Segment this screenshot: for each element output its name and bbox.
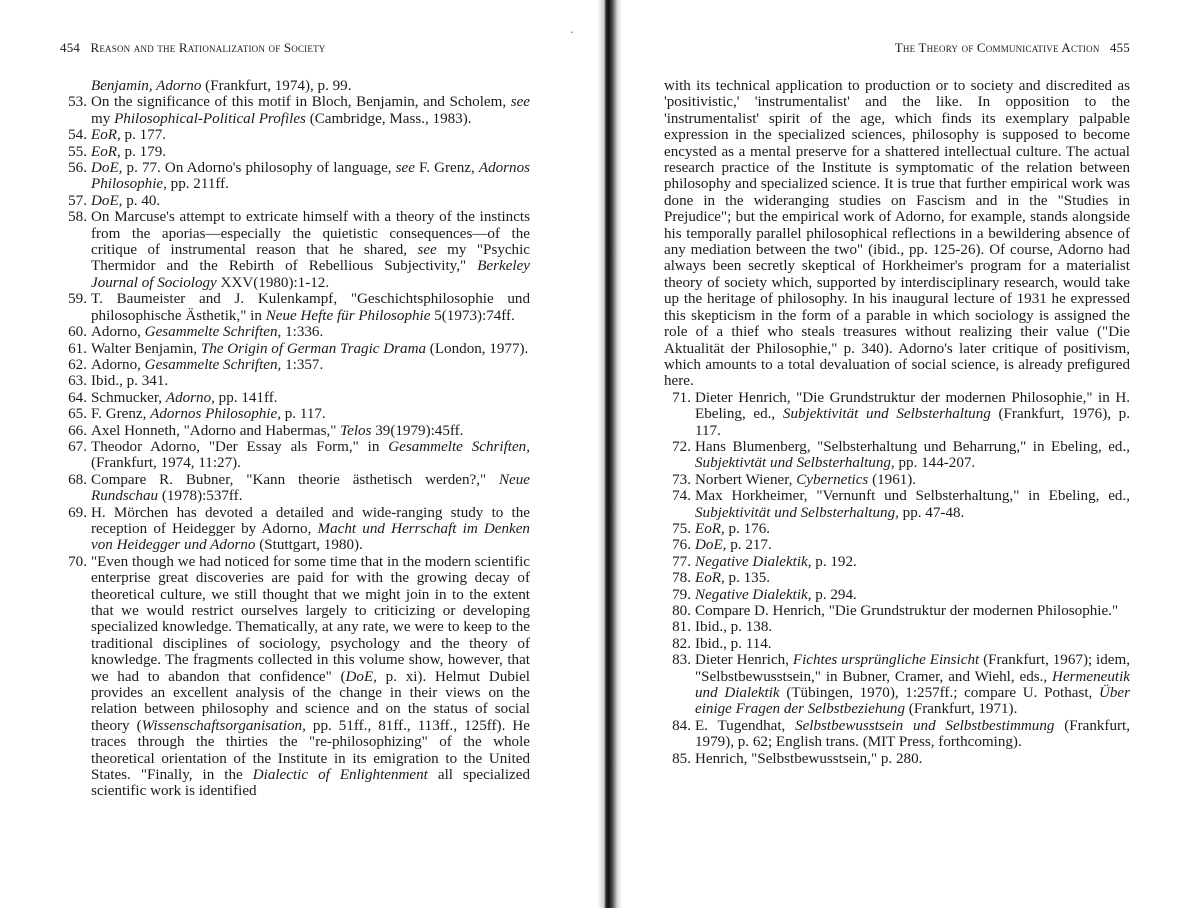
italic-text: Über einige Fragen der Selbstbeziehung [695,685,1131,718]
italic-text: Benjamin, Adorno [91,78,202,94]
italic-text: EoR, [695,570,725,587]
italic-text: Macht und Herrschaft im Denken von Heidegger und Adorno [91,520,530,554]
footnote [664,652,1130,718]
gutter-mark: · [570,26,574,39]
italic-text: Adorno, [165,389,215,406]
footnote-number: 62. [68,356,87,373]
footnote [60,94,530,127]
text-run: with its technical application to production or to society and discredited as 'positivistic,' 'instrumentalist' and the like. In opposition to the 'instrumentalist' spirit of the age, which finds its exemplary palpable expression in the specialized sciences, philosophy is supposed to become encysted as a mental preserve for a shattered intellectual culture. The actual research practice of the Institute is symptomatic of the relation between philosophy and specialized science. It is true that further empirical work was done in the wideranging studies on Fascism and in the "Studies in Prejudice"; but the empirical work of Adorno, for example, stands alongside his temporally parallel philosophical reflections in a bewildering absence of any mediation between the two" (ibid., pp. 125-26). Of course, Adorno had always been secretly skeptical of Horkheimer's program for a materialist theory of society which, supported by interdisciplinary research, would take up the heritage of philosophy. In his inaugural lecture of 1931 he expressed this skepticism in the form of a parable in which sociology is assigned the role of a thief who steals treasures without realizing their value ("Die Aktualität der Philosophie," p. 340). Adorno's later critique of positivism, which amounts to a total devaluation of social science, is already prefigured here. [664,78,1130,390]
footnote [60,472,530,505]
text-run: On Marcuse's attempt to extricate himself with a theory of the instincts from the aporias—especially the quietistic consequences—of the critique of instrumental reason that he shared, [91,209,530,259]
footnote [664,390,1130,439]
text-run: p. 294. [811,586,857,603]
text-run: Theodor Adorno, "Der Essay als Form," in [91,438,389,455]
right-continuation [664,78,1130,390]
right-page-number: 455 [1109,40,1130,55]
left-continuation [60,78,530,94]
footnote [60,390,530,406]
footnote-number: 66. [68,422,87,439]
footnote [60,209,530,291]
italic-text: Telos [340,422,372,439]
italic-text: The Origin of German Tragic Drama [200,340,427,357]
italic-text: Neue Hefte für Philosophie [265,307,431,324]
footnote [60,406,530,422]
text-run: p. 77. On Adorno's philosophy of language, [122,160,396,177]
footnote-number: 85. [672,750,691,767]
footnote [60,505,530,554]
text-run: Dieter Henrich, "Die Grundstruktur der modernen Philosophie," in H. Ebeling, ed., [695,389,1130,423]
text-run: p. 177. [120,127,167,144]
footnote-number: 53. [68,94,87,111]
footnote-number: 73. [672,471,691,488]
footnote [664,718,1130,751]
book-gutter [570,0,622,908]
footnote [664,488,1130,521]
italic-text: Fichtes ursprüngliche Einsicht [792,652,980,669]
italic-text: Negative Dialektik, [695,553,812,570]
italic-text: Hermeneutik und Dialektik [695,668,1130,702]
text-run: all specialized scientific work is identified [91,767,530,800]
left-page-number: 454 [60,40,81,55]
italic-text: Gesammelte Schriften, [144,324,282,341]
italic-text: Neue Rundschau [91,471,530,505]
text-run: Compare R. Bubner, "Kann theorie ästhetisch werden?," [91,471,499,488]
text-run: (Frankfurt, 1971). [905,701,1018,718]
text-run: (Frankfurt, 1974), p. 99. [201,78,352,94]
text-run: 39(1979):45ff. [371,422,464,439]
footnote [60,341,530,357]
text-run: Henrich, "Selbstbewusstsein," p. 280. [695,750,923,767]
footnote-number: 61. [68,340,87,357]
footnote [60,144,530,160]
text-run: On the significance of this motif in Bloch, Benjamin, and Scholem, [91,94,511,111]
italic-text: DoE, [345,668,377,685]
footnote-number: 58. [68,209,87,226]
footnote [664,554,1130,570]
text-run: XXV(1980):1-12. [216,274,330,291]
footnote [60,423,530,439]
text-run: (Tübingen, 1970), 1:257ff.; compare U. Pothast, [779,685,1099,702]
left-notes [60,78,530,800]
footnote-number: 78. [672,570,691,587]
text-run: F. Grenz, [91,406,151,423]
text-run: Max Horkheimer, "Vernunft und Selbsterhaltung," in Ebeling, ed., [695,488,1130,505]
text-run: p. 135. [724,570,771,587]
text-run: pp. 141ff. [214,389,278,406]
footnote [60,193,530,209]
text-run: F. Grenz, [414,160,479,177]
footnote [60,324,530,340]
footnote-number: 80. [672,603,691,619]
text-run: p. 40. [122,192,161,209]
footnote-number: 59. [68,291,87,308]
text-run: (Frankfurt, 1967); idem, "Selbstbewusstsein," in Bubner, Cramer, and Wiehl, eds., [695,652,1130,685]
text-run: p. 179. [120,143,167,160]
text-run: 5(1973):74ff. [430,307,515,324]
footnote-number: 63. [68,373,87,390]
italic-text: Berkeley Journal of Sociology [91,258,530,291]
text-run: 1:336. [281,324,324,341]
right-notes [664,78,1130,767]
text-run: (Stuttgart, 1980). [255,537,363,554]
text-run: E. Tugendhat, [695,717,796,734]
italic-text: Cybernetics [796,471,869,488]
text-run: T. Baumeister and J. Kulenkampf, "Geschichtsphilosophie und philosophische Ästhetik," in [91,291,530,324]
text-run: Adorno, [91,324,145,341]
italic-text: Subjektivtät und Selbsterhaltung, [695,455,895,472]
footnote [664,636,1130,652]
footnote-number: 55. [68,143,87,160]
footnote [60,439,530,472]
footnote-number: 82. [672,635,691,652]
text-run: Hans Blumenberg, "Selbsterhaltung und Beharrung," in Ebeling, ed., [695,438,1130,455]
footnote-number: 72. [672,438,691,455]
footnote-number: 70. [68,553,87,570]
footnote-number: 77. [672,553,691,570]
text-run: Schmucker, [91,389,166,406]
italic-text: Philosophical-Political Profiles [114,110,306,127]
text-run: Axel Honneth, "Adorno and Habermas," [91,422,341,439]
italic-text: Wissenschaftsorganisation, [141,717,306,734]
text-run: Ibid., p. 341. [91,373,169,390]
footnote-number: 67. [68,438,87,455]
right-head-title: The Theory of Communicative Action [894,40,1100,55]
text-run: my "Psychic Thermidor and the Rebirth of Rebellious Subjectivity," [91,242,531,275]
footnote-number: 57. [68,192,87,209]
footnote [664,537,1130,553]
italic-text: Subjektivität und Selbsterhaltung [782,406,991,423]
italic-text: Gesammelte Schriften, [388,438,530,455]
footnote [664,751,1130,767]
right-page [622,0,1193,908]
italic-text: Negative Dialektik, [695,586,812,603]
footnote [664,521,1130,537]
italic-text: Adornos Philosophie, [150,406,281,423]
italic-text: DoE, [695,537,727,554]
italic-text: EoR, [91,143,121,160]
footnote-number: 69. [68,504,87,521]
footnote-number: 79. [672,586,691,603]
italic-text: EoR, [695,520,725,537]
footnote-number: 83. [672,652,691,669]
right-running-head [895,40,1130,56]
text-run: (Cambridge, Mass., 1983). [305,110,472,127]
text-run: pp. 51ff., 81ff., 113ff., 125ff). He traces through the thirties the "re-philosophizing" of the whole theoretical orientation of the Institute in its emigration to the United States. "Finally, in the [91,717,530,784]
footnote [60,291,530,324]
italic-text: see [417,242,437,259]
footnote [664,472,1130,488]
left-page [0,0,592,908]
text-run: "Even though we had noticed for some time that in the modern scientific enterprise great discoveries are paid for with the growing decay of theoretical culture, we still thought that we might join in to the extent that we would restrict ourselves largely to criticizing or developing specialized knowledge. Thematically, at any rate, we were to keep to the traditional disciplines of sociology, psychology and the theory of knowledge. The fragments collected in this volume show, however, that we had to abandon that confidence" ( [91,553,530,685]
footnote-number: 71. [672,389,691,406]
footnote-number: 75. [672,520,691,537]
footnote-number: 74. [672,488,691,505]
footnote-number: 68. [68,471,87,488]
text-run: Compare D. Henrich, "Die Grundstruktur der modernen Philosophie." [695,603,1119,619]
text-run: p. xi). Helmut Dubiel provides an excellent analysis of the change in their views on the relation between philosophy and science and on the status of social theory ( [91,668,530,734]
text-run: pp. 144-207. [894,455,976,472]
footnote-number: 84. [672,717,691,734]
text-run: (Frankfurt, 1979), p. 62; English trans. (MIT Press, forthcoming). [695,717,1130,751]
text-run: (Frankfurt, 1974, 11:27). [91,455,241,472]
text-run: my [91,110,115,127]
italic-text: Subjektivität und Selbsterhaltung, [695,504,899,521]
italic-text: see [395,160,415,177]
left-head-title: Reason and the Rationalization of Society [90,40,326,55]
italic-text: EoR, [91,127,121,144]
footnote [60,127,530,143]
footnote [664,619,1130,635]
footnote [60,554,530,800]
left-note-list [60,94,530,799]
footnote [664,603,1130,619]
right-note-list [664,390,1130,767]
footnote-number: 56. [68,160,87,177]
italic-text: Adornos Philosophie, [91,160,530,193]
footnote-number: 54. [68,127,87,144]
italic-text: Gesammelte Schriften, [144,356,282,373]
italic-text: see [510,94,530,111]
text-run: Adorno, [91,356,145,373]
text-run: p. 217. [726,537,772,554]
italic-text: Dialectic of Enlightenment [252,767,428,784]
text-run: (1961). [868,471,917,488]
text-run: p. 192. [811,553,857,570]
footnote [664,439,1130,472]
text-run: H. Mörchen has devoted a detailed and wide-ranging study to the reception of Heidegger by Adorno, [91,504,530,537]
footnote [60,357,530,373]
text-run: 1:357. [281,356,324,373]
footnote [664,570,1130,586]
footnote-number: 81. [672,619,691,636]
footnote-number: 76. [672,537,691,554]
text-run: Ibid., p. 114. [695,635,772,652]
text-run: (Frankfurt, 1976), p. 117. [695,406,1130,439]
text-run: p. 117. [280,406,326,423]
text-run: pp. 211ff. [166,176,229,193]
text-run: Ibid., p. 138. [695,619,773,636]
italic-text: DoE, [91,192,123,209]
text-run: Norbert Wiener, [695,471,797,488]
footnote [60,160,530,193]
text-run: Dieter Henrich, [695,652,793,669]
text-run: Walter Benjamin, [91,340,201,357]
footnote [664,587,1130,603]
footnote-number: 64. [68,389,87,406]
italic-text: Selbstbewusstsein und Selbstbestimmung [795,717,1055,734]
text-run: pp. 47-48. [898,504,965,521]
text-run: (1978):537ff. [158,488,243,505]
italic-text: DoE, [91,160,123,177]
footnote-number: 60. [68,324,87,341]
text-run: p. 176. [724,520,771,537]
footnote [60,373,530,389]
left-running-head [60,40,325,56]
text-run: (London, 1977). [426,340,529,357]
footnote-number: 65. [68,406,87,423]
